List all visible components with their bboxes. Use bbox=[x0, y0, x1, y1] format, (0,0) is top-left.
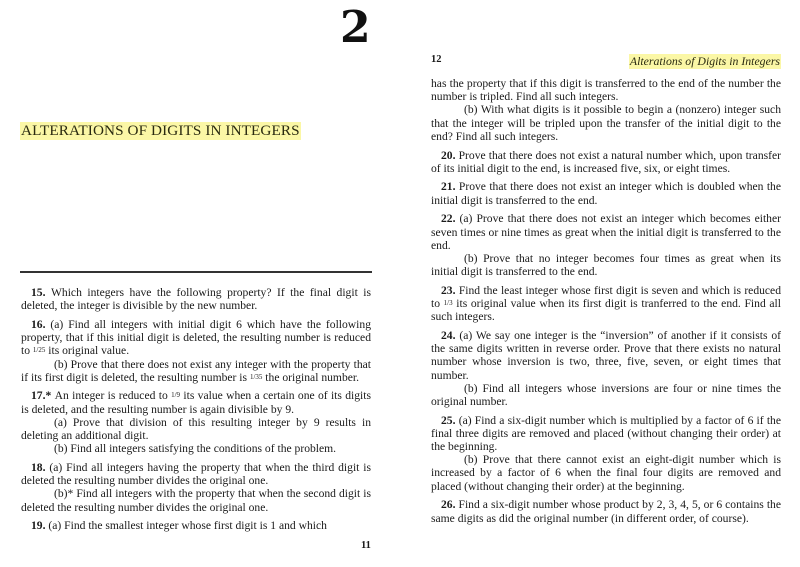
problem-list bbox=[431, 77, 781, 530]
problem-part: 22. (a) Prove that there does not exist an integer which becomes either seven times or nine times as great when the initial digit is transferred to the end. bbox=[431, 212, 781, 252]
page-number: 11 bbox=[361, 540, 371, 551]
problem-number: 20. bbox=[441, 148, 459, 162]
problem-number: 15. bbox=[31, 286, 51, 299]
problem-number: 16. bbox=[31, 317, 51, 331]
problem-number: 18. bbox=[31, 460, 50, 474]
problem-part: 17.* An integer is reduced to 1/9 its value when a certain one of its digits is deleted, and the resulting number is again divisible by 9. bbox=[21, 389, 372, 416]
problem bbox=[21, 519, 371, 532]
problem-number: 26. bbox=[441, 498, 459, 512]
problem bbox=[431, 329, 781, 408]
problem-part: (b) Find all integers whose inversions are four or nine times the original number. bbox=[431, 381, 781, 408]
fraction: 1/3 bbox=[443, 299, 453, 308]
problem-part: has the property that if this digit is transferred to the end of the number the number is tripled. Find all such integers. bbox=[431, 77, 781, 104]
problem-part: (b) Find all integers satisfying the conditions of the problem. bbox=[54, 442, 337, 456]
fraction: 1/9 bbox=[171, 391, 181, 400]
fraction: 1/35 bbox=[249, 372, 263, 381]
problem bbox=[21, 461, 371, 514]
problem-list bbox=[21, 286, 371, 538]
problem-part: 23. Find the least integer whose first digit is seven and which is reduced to 1/3 its original value when its first digit is tranferred to the end. Find all such integers. bbox=[431, 283, 782, 324]
problem-part: (b) Prove that no integer becomes four times as great when its initial digit is transferred to the end. bbox=[431, 251, 782, 279]
page-number: 12 bbox=[431, 54, 442, 65]
problem-part: 25. (a) Find a six-digit number which is multiplied by a factor of 6 if the final three digits are removed and placed (without changing their order) at the beginning. bbox=[431, 413, 782, 454]
problem bbox=[431, 414, 781, 493]
problem bbox=[21, 389, 371, 455]
problem-number: 21. bbox=[441, 180, 459, 194]
problem-part: 16. (a) Find all integers with initial digit 6 which have the following property, that if this initial digit is deleted, the resulting number is reduced to 1/25 its original value. bbox=[21, 317, 371, 358]
problem-part: (b)* Find all integers with the property that when the second digit is deleted the resulting number divides the original one. bbox=[21, 487, 371, 514]
problem-part: (b) Prove that there does not exist any integer with the property that if its first digit is deleted, the resulting number is 1/35 the original number. bbox=[21, 357, 371, 384]
problem-part: (b) Prove that there cannot exist an eight-digit number which is increased by a factor of 6 when the final four digits are removed and placed (without changing their order) at the beginning. bbox=[431, 453, 782, 493]
problem-part: 21. Prove that there does not exist an integer which is doubled when the initial digit is transferred to the end. bbox=[431, 180, 781, 207]
problem-part: 18. (a) Find all integers having the property that when the third digit is deleted the resulting number divides the original one. bbox=[21, 460, 372, 488]
right-page bbox=[400, 0, 800, 567]
problem-number: 23. bbox=[441, 283, 459, 297]
problem-part: (b) With what digits is it possible to begin a (nonzero) integer such that the integer will be tripled upon the transfer of the initial digit to the end? Find all such integers. bbox=[431, 103, 781, 143]
problem bbox=[21, 286, 371, 312]
problem-part: 20. Prove that there does not exist a natural number which, upon transfer of its initial digit to the end, is increased five, six, or eight times. bbox=[431, 148, 781, 175]
problem bbox=[431, 498, 781, 524]
problem-part: 24. (a) We say one integer is the “inversion” of another if it consists of the same digits written in reverse order. Prove that there exists no natural number whose inversion is two, three, five, seven, or eight times that number. bbox=[431, 328, 782, 382]
problem-part: 19. (a) Find the smallest integer whose first digit is 1 and which bbox=[31, 519, 327, 533]
fraction: 1/25 bbox=[32, 346, 46, 355]
problem bbox=[431, 212, 781, 278]
chapter-title: ALTERATIONS OF DIGITS IN INTEGERS bbox=[21, 122, 300, 139]
problem-number: 22. bbox=[441, 212, 460, 226]
problem bbox=[431, 149, 781, 175]
section-divider bbox=[20, 271, 372, 273]
problem-part: (a) Prove that division of this resulting integer by 9 results in deleting an additional digit. bbox=[21, 415, 371, 443]
problem-number: 25. bbox=[441, 413, 459, 427]
problem bbox=[21, 318, 371, 384]
chapter-number: 2 bbox=[340, 2, 371, 53]
problem bbox=[431, 77, 781, 143]
problem bbox=[431, 180, 781, 206]
problem-number: 17.* bbox=[31, 389, 55, 403]
running-head: Alterations of Digits in Integers bbox=[629, 54, 780, 68]
problem-number: 24. bbox=[441, 328, 460, 342]
problem bbox=[431, 284, 781, 324]
problem-part: 26. Find a six-digit number whose product by 2, 3, 4, 5, or 6 contains the same digits as did the original number (in different order, of course). bbox=[431, 498, 781, 525]
problem-number: 19. bbox=[31, 519, 49, 533]
problem-part: 15. Which integers have the following property? If the final digit is deleted, the integer is divisible by the new number. bbox=[21, 286, 372, 313]
